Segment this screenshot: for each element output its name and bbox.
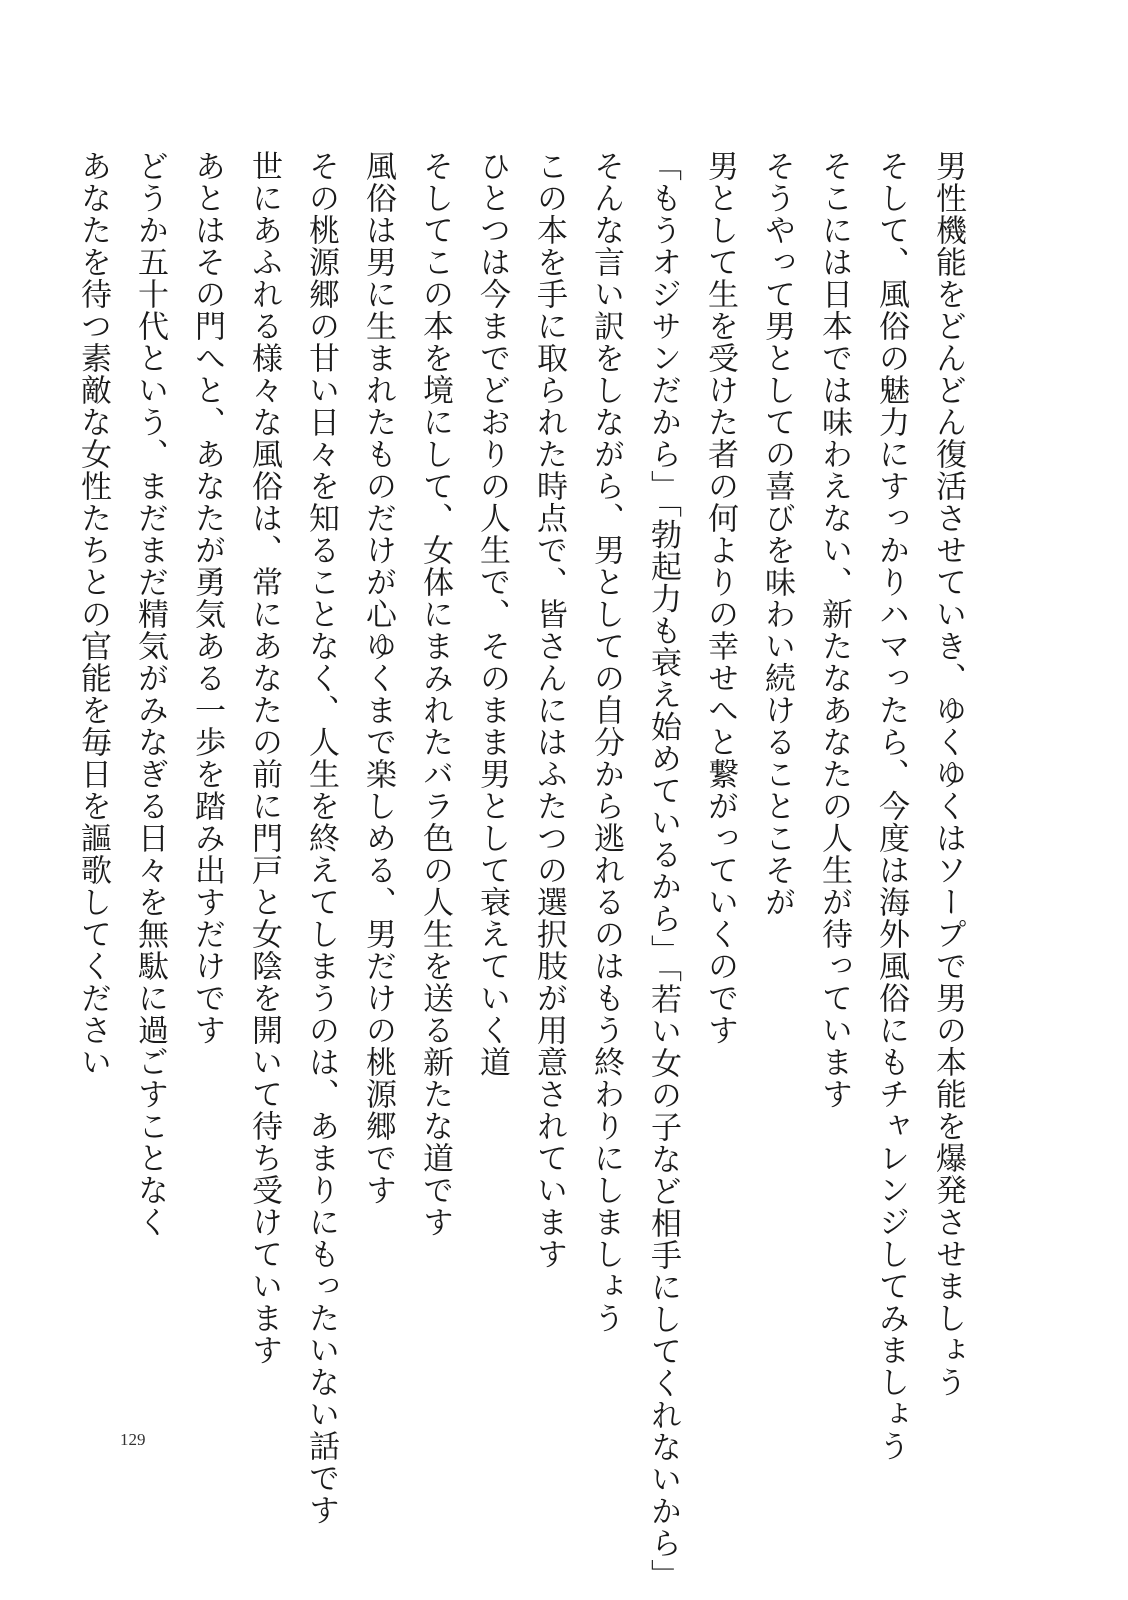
text-line: あなたを待つ素敵な女性たちとの官能を毎日を謳歌してください bbox=[75, 150, 111, 1078]
text-line: その桃源郷の甘い日々を知ることなく、人生を終えてしまうのは、あまりにもったいない話です bbox=[303, 150, 339, 1526]
text-line: そこには日本では味わえない、新たなあなたの人生が待っています bbox=[816, 150, 852, 1110]
text-line: どうか五十代という、まだまだ精気がみなぎる日々を無駄に過ごすことなく bbox=[132, 150, 168, 1238]
text-line: そしてこの本を境にして、女体にまみれたバラ色の人生を送る新たな道です bbox=[417, 150, 453, 1238]
text-line: あとはその門へと、あなたが勇気ある一歩を踏み出すだけです bbox=[189, 150, 225, 1046]
text-line: 「もうオジサンだから」「勃起力も衰え始めているから」「若い女の子など相手にしてくれないから」 bbox=[645, 150, 681, 1591]
text-line: 風俗は男に生まれたものだけが心ゆくまで楽しめる、男だけの桃源郷です bbox=[360, 150, 396, 1206]
text-line: 男として生を受けた者の何よりの幸せへと繋がっていくのです bbox=[702, 150, 738, 1046]
text-line: そんな言い訳をしながら、男としての自分から逃れるのはもう終わりにしましょう bbox=[588, 150, 624, 1334]
text-line: この本を手に取られた時点で、皆さんにはふたつの選択肢が用意されています bbox=[531, 150, 567, 1270]
text-line: そして、風俗の魅力にすっかりハマったら、今度は海外風俗にもチャレンジしてみましょう bbox=[873, 150, 909, 1462]
text-line: ひとつは今までどおりの人生で、そのまま男として衰えていく道 bbox=[474, 150, 510, 1078]
page-number: 129 bbox=[120, 1430, 146, 1449]
text-line: そうやって男としての喜びを味わい続けることこそが bbox=[759, 150, 795, 918]
text-line: 男性機能をどんどん復活させていき、ゆくゆくはソープで男の本能を爆発させましょう bbox=[930, 150, 966, 1398]
text-line: 世にあふれる様々な風俗は、常にあなたの前に門戸と女陰を開いて待ち受けています bbox=[246, 150, 282, 1366]
